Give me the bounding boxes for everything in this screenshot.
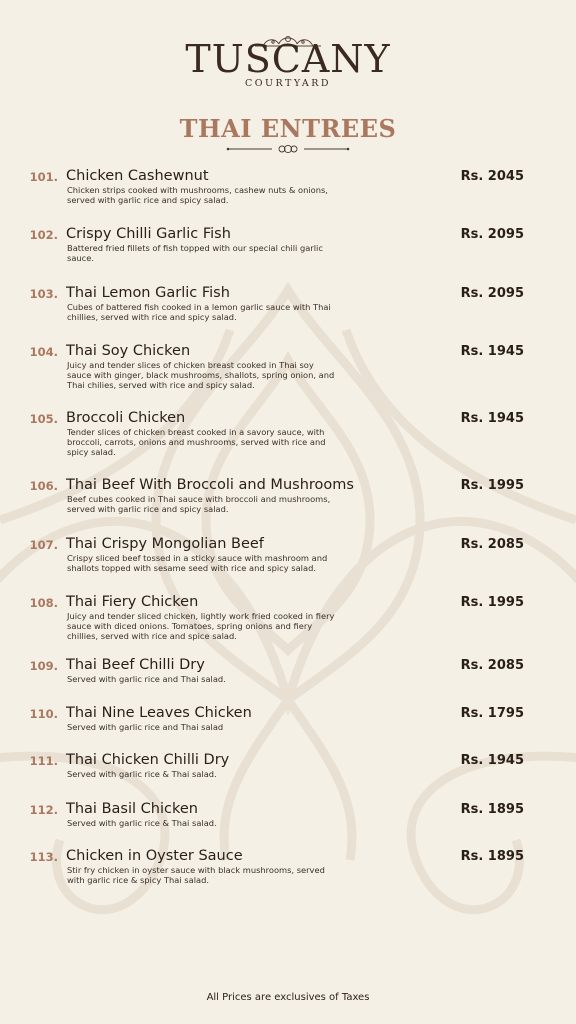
item-description: Beef cubes cooked in Thai sauce with broccoli and mushrooms, served with garlic rice and spicy salad. [67, 494, 331, 514]
item-description: Crispy sliced beef tossed in a sticky sauce with mashroom and shallots topped with sesame seed with rice and spicy salad. [67, 553, 328, 573]
item-description: Juicy and tender sliced chicken, lightly work fried cooked in fiery sauce with diced onions. Tomatoes, spring onions and fiery chillies, served with rice and spice salad. [67, 611, 335, 641]
item-name: Thai Lemon Garlic Fish [66, 285, 230, 301]
item-number: 105. [29, 412, 58, 426]
item-description: Served with garlic rice & Thai salad. [67, 769, 217, 779]
item-name: Thai Nine Leaves Chicken [66, 705, 252, 721]
divider-ornament-icon [226, 143, 350, 155]
item-name: Thai Soy Chicken [66, 343, 191, 359]
section-title: THAI ENTREES [179, 114, 397, 143]
item-number: 102. [29, 228, 58, 242]
item-description: Juicy and tender slices of chicken breast cooked in Thai soy sauce with ginger, black mushrooms, shallots, spring onion, and Thai chilies, served with rice and spicy salad. [67, 360, 335, 390]
item-price: Rs. 1995 [460, 478, 524, 493]
item-name: Chicken Cashewnut [66, 168, 209, 184]
item-description: Tender slices of chicken breast cooked in a savory sauce, with broccoli, carrots, onions and mushrooms, served with rice and spicy salad. [67, 427, 326, 457]
item-price: Rs. 2085 [460, 537, 524, 552]
item-number: 113. [29, 850, 58, 864]
item-name: Thai Basil Chicken [66, 801, 198, 817]
item-number: 109. [29, 659, 58, 673]
item-name: Crispy Chilli Garlic Fish [66, 226, 231, 242]
item-price: Rs. 2085 [460, 658, 524, 673]
item-name: Thai Chicken Chilli Dry [66, 752, 230, 768]
item-price: Rs. 1795 [460, 706, 524, 721]
item-number: 110. [29, 707, 58, 721]
item-price: Rs. 1895 [460, 802, 524, 817]
item-price: Rs. 1945 [460, 753, 524, 768]
item-number: 111. [29, 754, 58, 768]
item-price: Rs. 1945 [460, 411, 524, 426]
item-number: 112. [29, 803, 58, 817]
item-name: Thai Beef With Broccoli and Mushrooms [66, 477, 354, 493]
tax-note: All Prices are exclusives of Taxes [206, 992, 370, 1003]
item-name: Thai Beef Chilli Dry [66, 657, 205, 673]
item-price: Rs. 1995 [460, 595, 524, 610]
item-price: Rs. 1895 [460, 849, 524, 864]
brand-header [0, 34, 576, 89]
item-description: Served with garlic rice & Thai salad. [67, 818, 217, 828]
item-number: 106. [29, 479, 58, 493]
item-price: Rs. 1945 [460, 344, 524, 359]
item-description: Chicken strips cooked with mushrooms, cashew nuts & onions, served with garlic rice and spicy salad. [67, 185, 328, 205]
item-number: 108. [29, 596, 58, 610]
item-name: Chicken in Oyster Sauce [66, 848, 243, 864]
item-number: 101. [29, 170, 58, 184]
brand-subtitle: COURTYARD [244, 78, 332, 89]
item-number: 107. [29, 538, 58, 552]
item-description: Served with garlic rice and Thai salad [67, 722, 224, 732]
item-number: 103. [29, 287, 58, 301]
item-name: Thai Fiery Chicken [66, 594, 199, 610]
item-description: Cubes of battered fish cooked in a lemon garlic sauce with Thai chillies, served with rice and spicy salad. [67, 302, 331, 322]
brand-name: TUSCANY [185, 37, 391, 81]
item-description: Battered fried fillets of fish topped with our special chili garlic sauce. [67, 243, 323, 263]
item-description: Served with garlic rice and Thai salad. [67, 674, 226, 684]
item-price: Rs. 2095 [460, 227, 524, 242]
item-number: 104. [29, 345, 58, 359]
item-price: Rs. 2045 [460, 169, 524, 184]
item-description: Stir fry chicken in oyster sauce with black mushrooms, served with garlic rice & spicy Thai salad. [67, 865, 325, 885]
item-price: Rs. 2095 [460, 286, 524, 301]
item-name: Thai Crispy Mongolian Beef [66, 536, 264, 552]
item-name: Broccoli Chicken [66, 410, 186, 426]
